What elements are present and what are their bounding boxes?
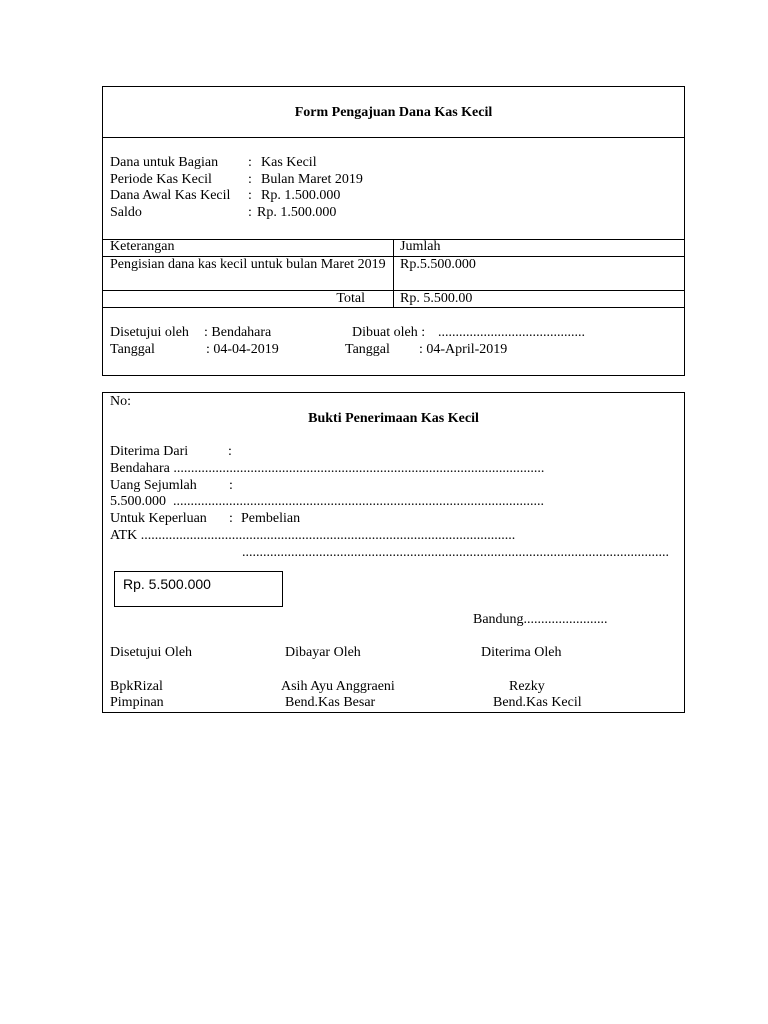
sig-name-paid: Asih Ayu Anggraeni — [281, 679, 395, 694]
info-sep-3: : — [248, 188, 252, 203]
info-label-3: Dana Awal Kas Kecil — [110, 188, 231, 203]
purpose-label: Untuk Keperluan — [110, 511, 207, 526]
table-header-jumlah: Jumlah — [400, 239, 441, 254]
purpose-sep: : — [229, 511, 233, 526]
approved-by-label: Disetujui oleh — [110, 325, 189, 340]
form-title: Form Pengajuan Dana Kas Kecil — [294, 105, 493, 120]
table-total-label: Total — [336, 291, 365, 306]
sig-role-approved: Disetujui Oleh — [110, 645, 193, 660]
amount-label: Uang Sejumlah — [110, 478, 197, 493]
made-by-label: Dibuat oleh : — [352, 325, 426, 340]
table-bottom-line — [102, 307, 685, 308]
amount-sep: : — [229, 478, 233, 493]
sig-position-approved: Pimpinan — [110, 695, 164, 710]
purpose-line-2: ATK ........................................................................................................... — [110, 528, 516, 543]
date1-value: : 04-04-2019 — [206, 342, 279, 357]
made-by-value: .......................................... — [438, 325, 585, 340]
received-from-sep: : — [228, 444, 232, 459]
info-label-4: Saldo — [110, 205, 142, 220]
info-sep-4: : — [248, 205, 252, 220]
info-sep-1: : — [248, 155, 252, 170]
info-value-4: Rp. 1.500.000 — [257, 205, 337, 220]
purpose-value: Pembelian — [241, 511, 301, 526]
form-title-divider — [102, 137, 685, 138]
sig-name-approved: BpkRizal — [110, 679, 163, 694]
info-sep-2: : — [248, 172, 252, 187]
place-date: Bandung........................ — [473, 612, 608, 627]
sig-position-received: Bend.Kas Kecil — [493, 695, 582, 710]
amount-box-text: Rp. 5.500.000 — [123, 576, 211, 592]
sig-position-paid: Bend.Kas Besar — [285, 695, 376, 710]
table-column-divider — [393, 239, 394, 307]
sig-role-received: Diterima Oleh — [481, 645, 562, 660]
table-row-amount: Rp.5.500.000 — [400, 257, 476, 272]
amount-value: 5.500.000 .......................................................................................................... — [110, 494, 544, 509]
date2-value: : 04-April-2019 — [419, 342, 508, 357]
received-from-label: Diterima Dari — [110, 444, 189, 459]
info-value-2: Bulan Maret 2019 — [261, 172, 363, 187]
sig-role-paid: Dibayar Oleh — [285, 645, 361, 660]
table-total-amount: Rp. 5.500.00 — [400, 291, 473, 306]
table-row-description: Pengisian dana kas kecil untuk bulan Maret 2019 — [110, 257, 386, 272]
info-label-2: Periode Kas Kecil — [110, 172, 212, 187]
receipt-no-label: No: — [110, 394, 131, 409]
info-label-1: Dana untuk Bagian — [110, 155, 219, 170]
info-value-1: Kas Kecil — [261, 155, 317, 170]
receipt-title: Bukti Penerimaan Kas Kecil — [308, 411, 479, 426]
sig-name-received: Rezky — [509, 679, 545, 694]
purpose-line-3: .......................................................................................................................... — [242, 545, 669, 560]
info-value-3: Rp. 1.500.000 — [261, 188, 341, 203]
date1-label: Tanggal — [110, 342, 155, 357]
received-from-value: Bendahara .......................................................................................................... — [110, 461, 545, 476]
table-header-keterangan: Keterangan — [110, 239, 175, 254]
approved-by-value: : Bendahara — [204, 325, 272, 340]
date2-label: Tanggal — [345, 342, 390, 357]
